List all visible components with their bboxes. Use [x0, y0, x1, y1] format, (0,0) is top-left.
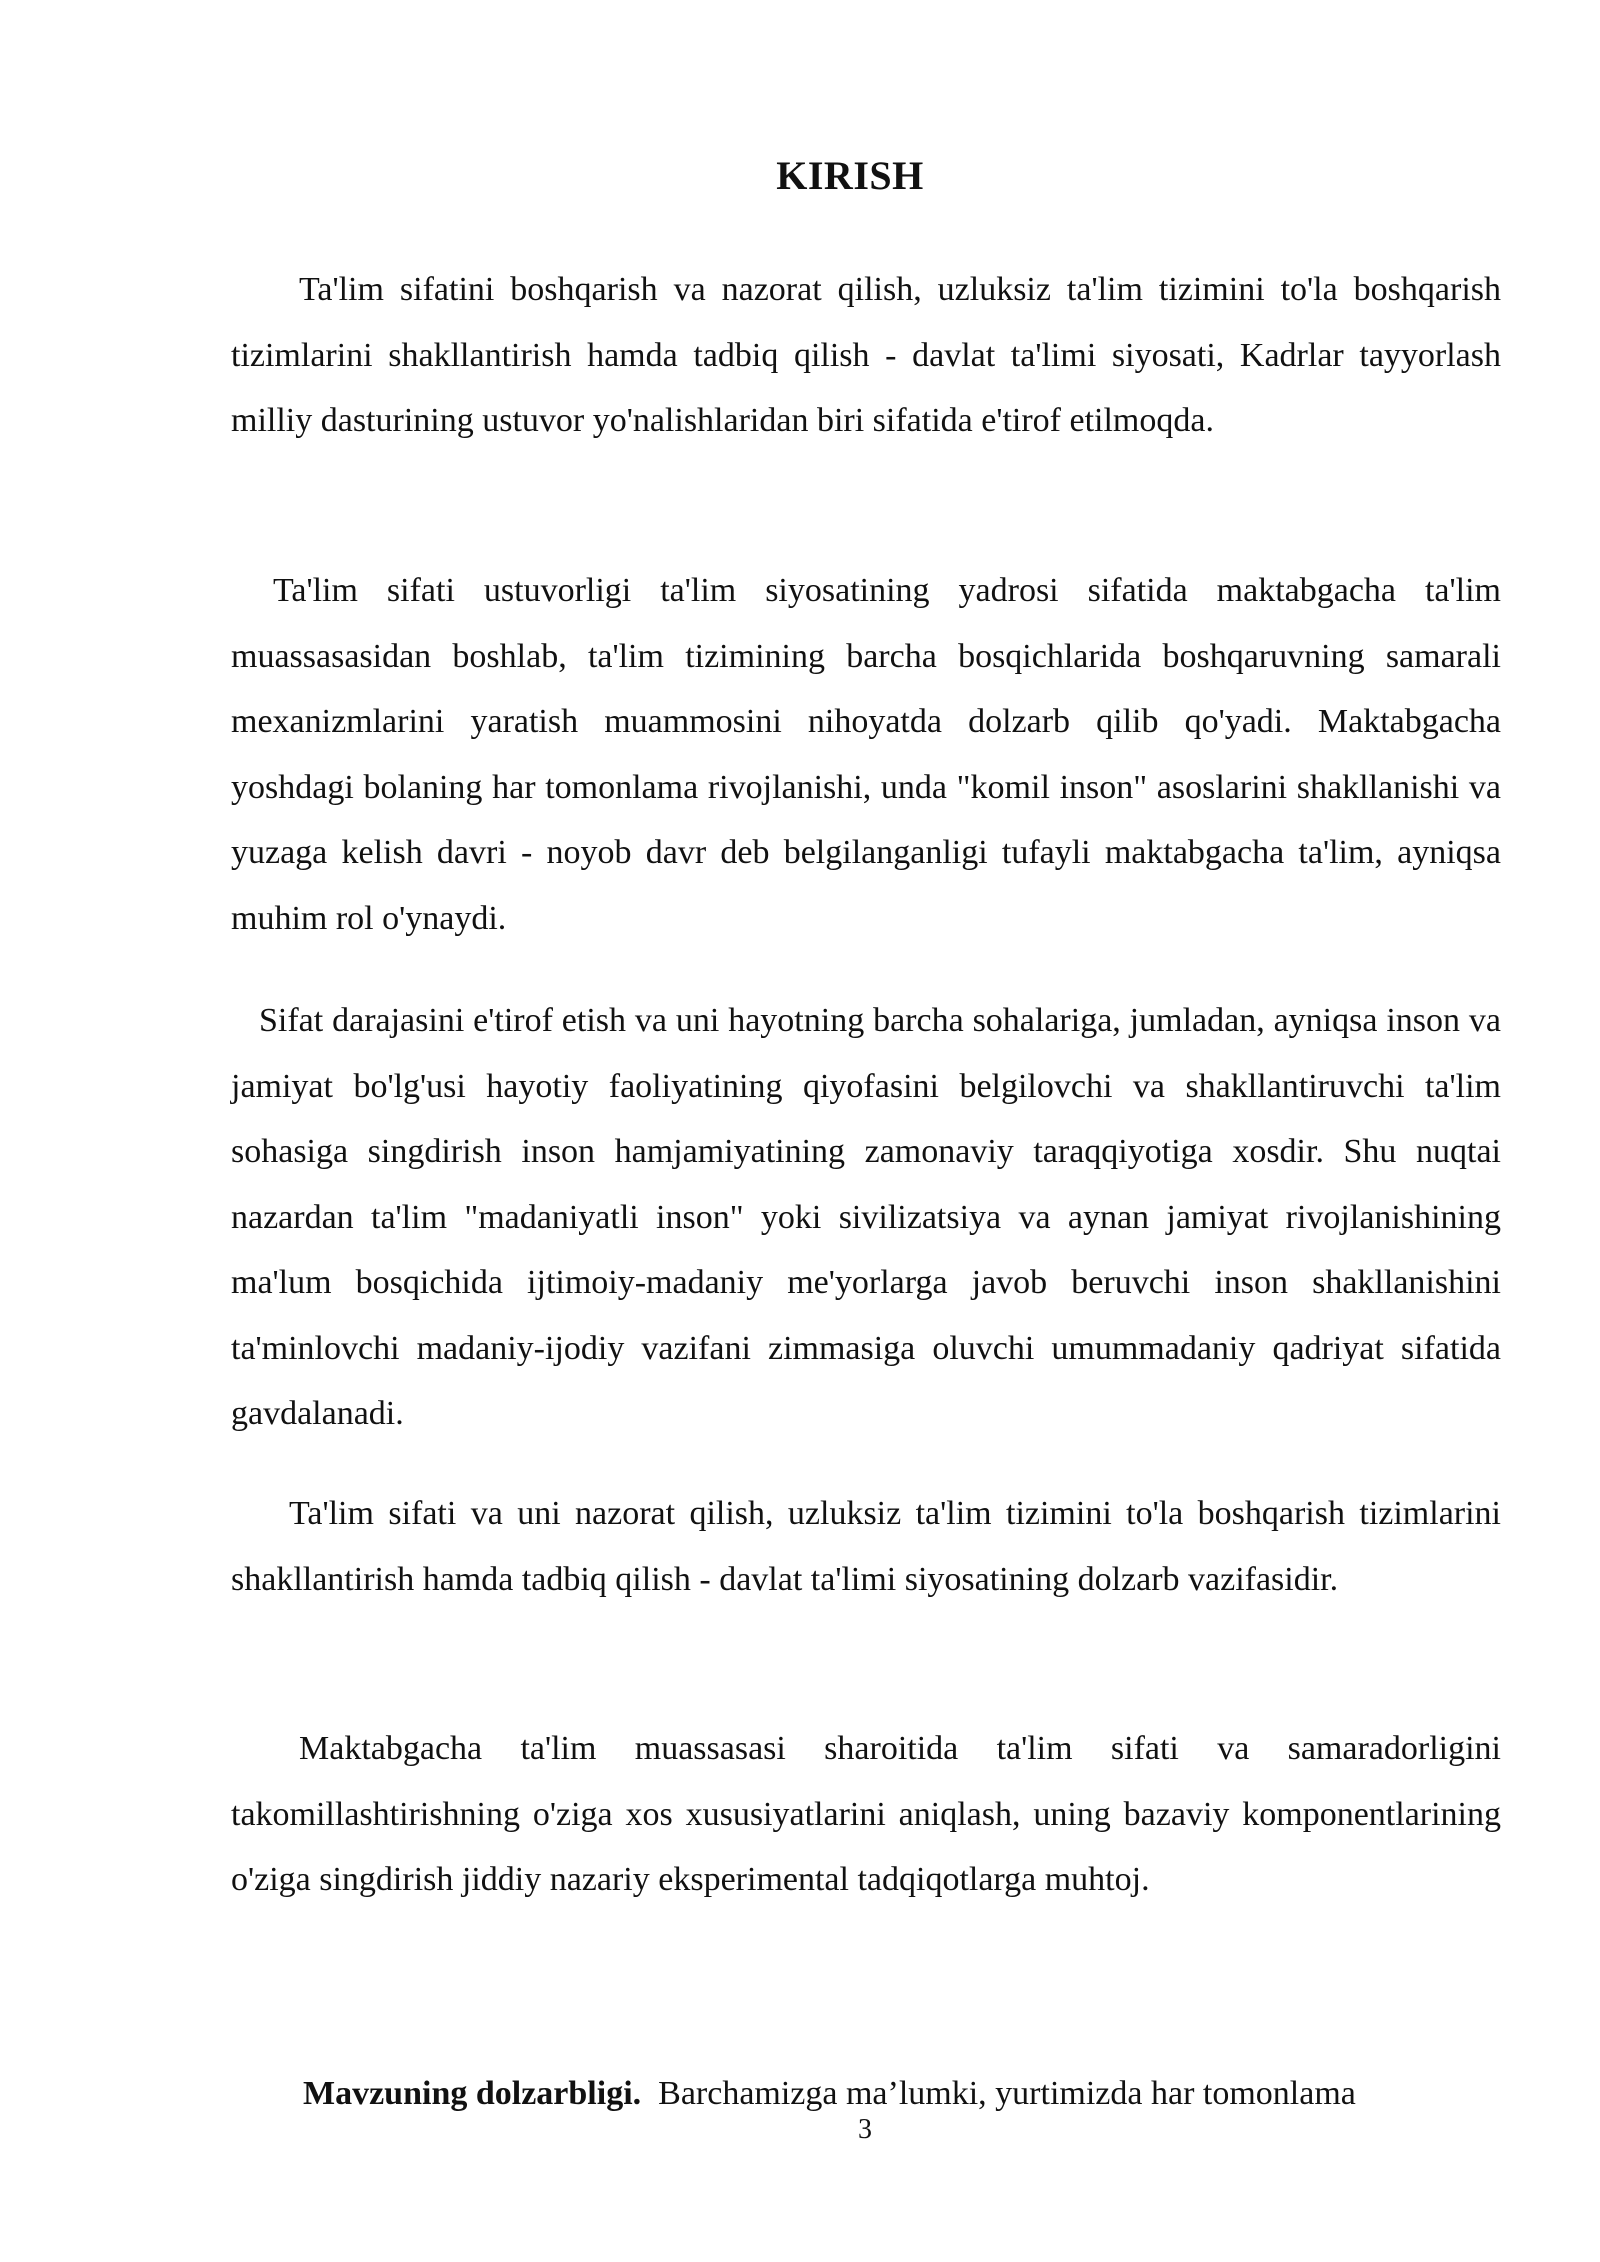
- paragraph-text: Ta'lim sifati va uni nazorat qilish, uzluksiz ta'lim tizimini to'la boshqarish tizimlarini shakllantirish hamda tadbiq qilish - davlat ta'limi siyosatining dolzarb vazifasidir.: [231, 1495, 1501, 1598]
- paragraph-1: [231, 257, 1501, 454]
- paragraph-2: [231, 558, 1501, 951]
- section-lead-heading: Mavzuning dolzarbligi.: [303, 2075, 642, 2112]
- paragraph-text: Sifat darajasini e'tirof etish va uni hayotning barcha sohalariga, jumladan, ayniqsa inson va jamiyat bo'lg'usi hayotiy faoliyatining qiyofasini belgilovchi va shakllantiruvchi ta'lim sohasiga singdirish inson hamjamiyatining zamonaviy taraqqiyotiga xosdir. Shu nuqtai nazardan ta'lim "madaniyatli inson" yoki sivilizatsiya va aynan jamiyat rivojlanishining ma'lum bosqichida ijtimoiy-madaniy me'yorlarga javob beruvchi inson shakllanishini ta'minlovchi madaniy-ijodiy vazifani zimmasiga oluvchi umummadaniy qadriyat sifatida gavdalanadi.: [231, 1002, 1501, 1432]
- page-number: 3: [858, 2114, 872, 2145]
- paragraph-3: [231, 988, 1501, 1447]
- page-title: KIRISH: [776, 153, 924, 198]
- section-lead-text: Barchamizga ma’lumki, yurtimizda har tomonlama: [658, 2075, 1356, 2112]
- paragraph-text: Ta'lim sifatini boshqarish va nazorat qilish, uzluksiz ta'lim tizimini to'la boshqarish tizimlarini shakllantirish hamda tadbiq qilish - davlat ta'limi siyosati, Kadrlar tayyorlash milliy dasturining ustuvor yo'nalishlaridan biri sifatida e'tirof etilmoqda.: [231, 271, 1501, 439]
- paragraph-4: [231, 1481, 1501, 1612]
- paragraph-5: [231, 1716, 1501, 1913]
- paragraph-text: Ta'lim sifati ustuvorligi ta'lim siyosatining yadrosi sifatida maktabgacha ta'lim muassasasidan boshlab, ta'lim tizimining barcha bosqichlarida boshqaruvning samarali mexanizmlarini yaratish muammosini nihoyatda dolzarb qilib qo'yadi. Maktabgacha yoshdagi bolaning har tomonlama rivojlanishi, unda "komil inson" asoslarini shakllanishi va yuzaga kelish davri - noyob davr deb belgilanganligi tufayli maktabgacha ta'lim, ayniqsa muhim rol o'ynaydi.: [231, 572, 1501, 937]
- paragraph-text: Maktabgacha ta'lim muassasasi sharoitida ta'lim sifati va samaradorligini takomillashtirishning o'ziga xos xususiyatlarini aniqlash, uning bazaviy komponentlarining o'ziga singdirish jiddiy nazariy eksperimental tadqiqotlarga muhtoj.: [231, 1730, 1501, 1898]
